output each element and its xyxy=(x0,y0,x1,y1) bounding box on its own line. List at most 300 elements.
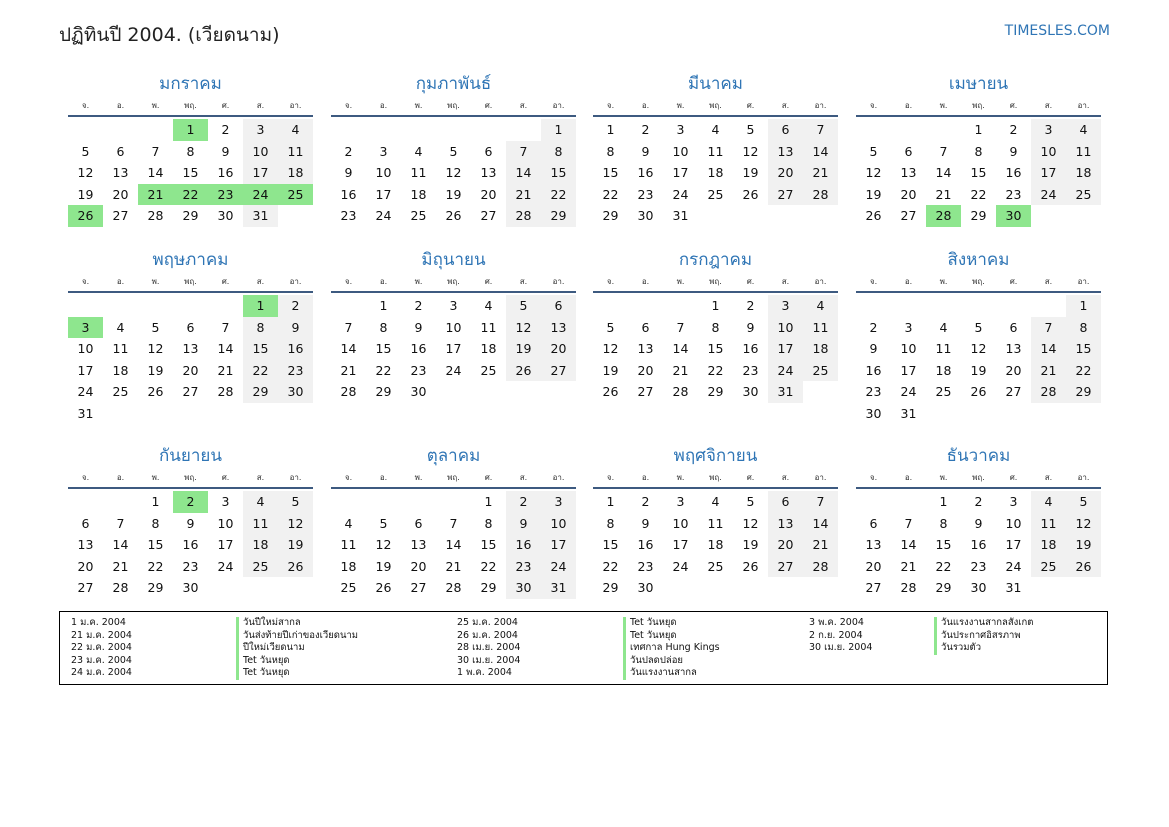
empty-cell xyxy=(1031,295,1066,317)
day-cell: 15 xyxy=(935,537,952,553)
day-cell: 12 xyxy=(506,317,541,339)
day-cell: 1 xyxy=(939,494,948,509)
day-cell: 5 xyxy=(151,319,160,335)
day-cell: 26 xyxy=(742,558,759,574)
day-cell: 19 xyxy=(970,362,987,378)
day-cell: 29 xyxy=(480,580,497,596)
weekday-header xyxy=(856,96,1101,117)
weekday-label: อ. xyxy=(116,101,125,110)
day-cell: 14 xyxy=(506,162,541,184)
holiday-day-cell: 2 xyxy=(173,491,208,513)
day-cell: 1 xyxy=(151,494,160,509)
day-cell: 30 xyxy=(217,208,234,224)
day-cell: 14 xyxy=(900,537,917,553)
month-calendar xyxy=(331,72,576,227)
holiday-name: วันรวมตัว xyxy=(934,642,1033,655)
month-calendar xyxy=(68,72,313,227)
day-cell: 28 xyxy=(803,556,838,578)
day-cell: 21 xyxy=(445,558,462,574)
day-cell: 8 xyxy=(186,143,195,159)
weekday-header xyxy=(593,468,838,489)
day-cell: 29 xyxy=(243,381,278,403)
day-cell: 3 xyxy=(221,494,230,509)
day-grid xyxy=(331,295,576,403)
day-cell: 4 xyxy=(711,494,720,509)
day-grid xyxy=(593,295,838,403)
day-cell: 28 xyxy=(340,384,357,400)
day-cell: 28 xyxy=(1031,381,1066,403)
day-cell: 14 xyxy=(803,513,838,535)
month-calendar xyxy=(593,248,838,403)
weekday-label: พฤ. xyxy=(972,473,985,482)
day-cell: 14 xyxy=(147,165,164,181)
day-cell: 19 xyxy=(1066,534,1101,556)
day-cell: 22 xyxy=(541,184,576,206)
brand-link[interactable]: TIMESLES.COM xyxy=(1004,23,1110,39)
day-cell: 21 xyxy=(803,162,838,184)
day-cell: 18 xyxy=(480,341,497,357)
month-name: เมษายน xyxy=(948,74,1009,94)
day-cell: 27 xyxy=(865,580,882,596)
day-cell: 21 xyxy=(112,558,129,574)
weekday-label: จ. xyxy=(606,277,615,286)
holiday-day-cell: 22 xyxy=(173,184,208,206)
day-cell: 13 xyxy=(77,537,94,553)
day-cell: 7 xyxy=(221,319,230,335)
day-cell: 24 xyxy=(1031,184,1066,206)
day-cell: 29 xyxy=(541,205,576,227)
legend-name-column xyxy=(934,617,1033,655)
day-cell: 20 xyxy=(112,186,129,202)
day-cell: 28 xyxy=(672,384,689,400)
empty-cell xyxy=(926,295,961,317)
day-cell: 13 xyxy=(768,141,803,163)
empty-cell xyxy=(366,119,401,141)
day-cell: 1 xyxy=(541,119,576,141)
weekday-header xyxy=(593,272,838,293)
day-cell: 27 xyxy=(480,208,497,224)
day-cell: 10 xyxy=(243,141,278,163)
holiday-day-cell: 30 xyxy=(996,205,1031,227)
empty-cell xyxy=(138,295,173,317)
weekday-label: พ. xyxy=(414,473,423,482)
day-cell: 27 xyxy=(1005,384,1022,400)
day-cell: 11 xyxy=(480,319,497,335)
day-cell: 13 xyxy=(900,165,917,181)
day-cell: 15 xyxy=(147,537,164,553)
holiday-date: 30 เม.ย. 2004 xyxy=(457,654,521,666)
day-cell: 9 xyxy=(278,317,313,339)
day-cell: 13 xyxy=(410,537,427,553)
weekday-label: ส. xyxy=(519,473,528,482)
weekday-label: พ. xyxy=(414,101,423,110)
day-cell: 11 xyxy=(1031,513,1066,535)
day-cell: 29 xyxy=(1066,381,1101,403)
day-cell: 12 xyxy=(602,341,619,357)
day-cell: 31 xyxy=(77,405,94,421)
day-cell: 3 xyxy=(768,295,803,317)
day-cell: 21 xyxy=(672,362,689,378)
day-cell: 11 xyxy=(278,141,313,163)
day-cell: 18 xyxy=(278,162,313,184)
weekday-label: จ. xyxy=(869,473,878,482)
day-cell: 4 xyxy=(116,319,125,335)
day-cell: 11 xyxy=(340,537,357,553)
day-cell: 12 xyxy=(445,165,462,181)
day-cell: 6 xyxy=(186,319,195,335)
day-cell: 20 xyxy=(1005,362,1022,378)
day-cell: 9 xyxy=(414,319,423,335)
weekday-label: ส. xyxy=(519,101,528,110)
day-cell: 25 xyxy=(112,384,129,400)
holiday-day-cell: 25 xyxy=(278,184,313,206)
day-cell: 24 xyxy=(672,186,689,202)
day-cell: 23 xyxy=(970,558,987,574)
day-cell: 19 xyxy=(278,534,313,556)
day-cell: 9 xyxy=(869,341,878,357)
day-cell: 28 xyxy=(803,184,838,206)
day-cell: 23 xyxy=(1005,186,1022,202)
weekday-label: พฤ. xyxy=(972,277,985,286)
day-cell: 11 xyxy=(803,317,838,339)
legend-date-column xyxy=(71,617,132,680)
day-cell: 13 xyxy=(182,341,199,357)
month-name: พฤษภาคม xyxy=(152,250,229,270)
weekday-header xyxy=(331,272,576,293)
day-cell: 10 xyxy=(768,317,803,339)
day-cell: 10 xyxy=(217,515,234,531)
weekday-label: พ. xyxy=(939,277,948,286)
day-cell: 2 xyxy=(746,298,755,313)
day-cell: 4 xyxy=(939,319,948,335)
weekday-label: อ. xyxy=(116,473,125,482)
day-cell: 8 xyxy=(379,319,388,335)
day-cell: 15 xyxy=(602,165,619,181)
day-cell: 18 xyxy=(707,537,724,553)
day-cell: 30 xyxy=(970,580,987,596)
day-cell: 1 xyxy=(711,298,720,313)
empty-cell xyxy=(103,295,138,317)
weekday-label: พฤ. xyxy=(447,277,460,286)
month-calendar xyxy=(593,72,838,227)
day-cell: 9 xyxy=(746,319,755,335)
day-cell: 19 xyxy=(742,537,759,553)
day-cell: 16 xyxy=(410,341,427,357)
weekday-label: ส. xyxy=(781,277,790,286)
day-cell: 12 xyxy=(147,341,164,357)
day-cell: 26 xyxy=(506,360,541,382)
day-cell: 7 xyxy=(344,319,353,335)
day-cell: 5 xyxy=(449,143,458,159)
day-cell: 29 xyxy=(147,580,164,596)
day-cell: 22 xyxy=(602,558,619,574)
day-cell: 22 xyxy=(707,362,724,378)
weekday-label: อา. xyxy=(814,101,827,110)
day-cell: 17 xyxy=(1005,537,1022,553)
day-cell: 23 xyxy=(742,362,759,378)
weekday-label: อา. xyxy=(814,277,827,286)
weekday-label: อ. xyxy=(379,473,388,482)
day-cell: 20 xyxy=(768,534,803,556)
weekday-label: อ. xyxy=(904,101,913,110)
weekday-label: อ. xyxy=(641,473,650,482)
empty-cell xyxy=(68,491,103,513)
day-cell: 14 xyxy=(217,341,234,357)
weekday-label: พฤ. xyxy=(447,473,460,482)
weekday-label: ศ. xyxy=(746,277,755,286)
month-name: กรกฎาคม xyxy=(678,250,753,270)
day-cell: 24 xyxy=(1005,558,1022,574)
day-cell: 18 xyxy=(1031,534,1066,556)
day-cell: 23 xyxy=(340,208,357,224)
weekday-label: จ. xyxy=(606,473,615,482)
day-cell: 10 xyxy=(541,513,576,535)
day-cell: 12 xyxy=(742,515,759,531)
day-cell: 16 xyxy=(865,362,882,378)
day-cell: 15 xyxy=(243,338,278,360)
month-name: พฤศจิกายน xyxy=(673,446,758,466)
empty-cell xyxy=(891,491,926,513)
weekday-label: ศ. xyxy=(221,473,230,482)
weekday-header xyxy=(593,96,838,117)
day-cell: 25 xyxy=(243,556,278,578)
month-calendar xyxy=(331,248,576,403)
day-cell: 8 xyxy=(243,317,278,339)
day-cell: 14 xyxy=(672,341,689,357)
day-cell: 1 xyxy=(1066,295,1101,317)
day-grid xyxy=(68,119,313,227)
day-cell: 19 xyxy=(742,165,759,181)
day-grid xyxy=(593,491,838,599)
empty-cell xyxy=(103,491,138,513)
day-cell: 5 xyxy=(974,319,983,335)
empty-cell xyxy=(506,119,541,141)
day-cell: 9 xyxy=(506,513,541,535)
month-name: ธันวาคม xyxy=(946,446,1011,466)
day-cell: 19 xyxy=(506,338,541,360)
day-cell: 17 xyxy=(1031,162,1066,184)
day-cell: 24 xyxy=(445,362,462,378)
holiday-day-cell: 26 xyxy=(68,205,103,227)
empty-cell xyxy=(891,119,926,141)
day-cell: 10 xyxy=(672,515,689,531)
day-cell: 11 xyxy=(410,165,427,181)
day-cell: 4 xyxy=(711,122,720,137)
day-cell: 18 xyxy=(935,362,952,378)
day-cell: 23 xyxy=(506,556,541,578)
day-cell: 15 xyxy=(602,537,619,553)
day-cell: 17 xyxy=(672,537,689,553)
day-cell: 23 xyxy=(182,558,199,574)
month-calendar xyxy=(856,444,1101,599)
day-cell: 2 xyxy=(641,122,650,137)
day-cell: 2 xyxy=(344,143,353,159)
day-cell: 6 xyxy=(768,119,803,141)
day-cell: 20 xyxy=(865,558,882,574)
day-cell: 4 xyxy=(344,515,353,531)
day-cell: 2 xyxy=(869,319,878,335)
weekday-header xyxy=(856,272,1101,293)
day-cell: 22 xyxy=(480,558,497,574)
day-cell: 31 xyxy=(900,405,917,421)
day-cell: 4 xyxy=(414,143,423,159)
day-cell: 5 xyxy=(606,319,615,335)
day-cell: 2 xyxy=(414,298,423,313)
holiday-name: Tet วันหยุด xyxy=(623,617,720,630)
weekday-label: พ. xyxy=(151,277,160,286)
day-cell: 9 xyxy=(186,515,195,531)
day-grid xyxy=(856,295,1101,425)
month-calendar xyxy=(68,248,313,425)
holiday-date: 3 พ.ค. 2004 xyxy=(809,617,864,628)
empty-cell xyxy=(926,119,961,141)
weekday-label: พฤ. xyxy=(184,101,197,110)
weekday-label: พ. xyxy=(151,473,160,482)
day-cell: 21 xyxy=(935,186,952,202)
holiday-date: 30 เม.ย. 2004 xyxy=(809,642,873,653)
weekday-label: พฤ. xyxy=(184,277,197,286)
day-cell: 7 xyxy=(449,515,458,531)
day-cell: 9 xyxy=(641,515,650,531)
day-cell: 22 xyxy=(147,558,164,574)
month-name: มกราคม xyxy=(159,74,222,94)
day-cell: 11 xyxy=(707,143,724,159)
day-cell: 24 xyxy=(768,360,803,382)
weekday-label: อ. xyxy=(116,277,125,286)
day-cell: 26 xyxy=(147,384,164,400)
day-cell: 17 xyxy=(77,362,94,378)
holiday-day-cell: 23 xyxy=(208,184,243,206)
empty-cell xyxy=(331,491,366,513)
day-cell: 12 xyxy=(742,143,759,159)
weekday-label: อา. xyxy=(289,277,302,286)
day-cell: 16 xyxy=(506,534,541,556)
day-cell: 30 xyxy=(637,208,654,224)
weekday-label: พฤ. xyxy=(709,101,722,110)
day-cell: 23 xyxy=(410,362,427,378)
day-cell: 24 xyxy=(77,384,94,400)
day-cell: 26 xyxy=(742,186,759,202)
day-cell: 29 xyxy=(602,208,619,224)
day-cell: 8 xyxy=(711,319,720,335)
holiday-date: 23 ม.ค. 2004 xyxy=(71,654,132,666)
month-name: สิงหาคม xyxy=(947,250,1010,270)
holiday-date: 1 ม.ค. 2004 xyxy=(71,617,126,628)
day-cell: 6 xyxy=(1009,319,1018,335)
holiday-day-cell: 3 xyxy=(68,317,103,339)
day-cell: 10 xyxy=(672,143,689,159)
weekday-header xyxy=(68,96,313,117)
day-cell: 10 xyxy=(900,341,917,357)
day-cell: 26 xyxy=(865,208,882,224)
legend-date-column xyxy=(457,617,520,680)
day-cell: 6 xyxy=(81,515,90,531)
day-cell: 29 xyxy=(935,580,952,596)
empty-cell xyxy=(961,295,996,317)
day-cell: 18 xyxy=(112,362,129,378)
day-cell: 31 xyxy=(768,381,803,403)
empty-cell xyxy=(366,491,401,513)
day-cell: 24 xyxy=(672,558,689,574)
day-cell: 8 xyxy=(939,515,948,531)
day-cell: 14 xyxy=(1031,338,1066,360)
month-calendar xyxy=(68,444,313,599)
day-cell: 28 xyxy=(217,384,234,400)
holiday-date: 1 พ.ค. 2004 xyxy=(457,667,512,678)
weekday-label: พฤ. xyxy=(972,101,985,110)
day-cell: 2 xyxy=(221,122,230,137)
month-name: กุมภาพันธ์ xyxy=(415,74,492,94)
day-cell: 2 xyxy=(278,295,313,317)
holiday-day-cell: 1 xyxy=(173,119,208,141)
day-grid xyxy=(856,491,1101,599)
weekday-label: ส. xyxy=(781,101,790,110)
weekday-label: ส. xyxy=(1044,101,1053,110)
day-cell: 27 xyxy=(768,184,803,206)
day-cell: 28 xyxy=(445,580,462,596)
empty-cell xyxy=(68,119,103,141)
day-cell: 3 xyxy=(379,143,388,159)
day-cell: 11 xyxy=(243,513,278,535)
day-cell: 31 xyxy=(243,205,278,227)
empty-cell xyxy=(628,295,663,317)
weekday-label: ส. xyxy=(519,277,528,286)
empty-cell xyxy=(68,295,103,317)
holiday-day-cell: 1 xyxy=(243,295,278,317)
day-cell: 12 xyxy=(278,513,313,535)
day-cell: 14 xyxy=(340,341,357,357)
weekday-label: อา. xyxy=(552,473,565,482)
day-cell: 3 xyxy=(449,298,458,313)
day-cell: 17 xyxy=(541,534,576,556)
day-cell: 1 xyxy=(606,494,615,509)
holiday-name: ปีใหม่เวียดนาม xyxy=(236,642,358,655)
empty-cell xyxy=(471,119,506,141)
day-cell: 18 xyxy=(803,338,838,360)
day-cell: 1 xyxy=(606,122,615,137)
day-cell: 8 xyxy=(484,515,493,531)
holiday-name: วันปีใหม่สากล xyxy=(236,617,358,630)
weekday-label: อ. xyxy=(904,473,913,482)
month-name: มิถุนายน xyxy=(421,250,486,270)
day-cell: 9 xyxy=(1009,143,1018,159)
month-calendar xyxy=(856,248,1101,425)
month-calendar xyxy=(593,444,838,599)
empty-cell xyxy=(663,295,698,317)
day-cell: 15 xyxy=(182,165,199,181)
day-cell: 20 xyxy=(541,338,576,360)
day-cell: 21 xyxy=(1031,360,1066,382)
day-cell: 10 xyxy=(1031,141,1066,163)
day-cell: 8 xyxy=(541,141,576,163)
weekday-label: ศ. xyxy=(1009,277,1018,286)
weekday-label: อ. xyxy=(641,277,650,286)
weekday-label: อา. xyxy=(552,101,565,110)
day-cell: 4 xyxy=(278,119,313,141)
day-cell: 22 xyxy=(602,186,619,202)
day-cell: 20 xyxy=(410,558,427,574)
day-cell: 11 xyxy=(707,515,724,531)
weekday-label: พฤ. xyxy=(447,101,460,110)
weekday-label: ส. xyxy=(1044,473,1053,482)
day-cell: 28 xyxy=(506,205,541,227)
day-cell: 6 xyxy=(484,143,493,159)
day-cell: 3 xyxy=(541,491,576,513)
day-cell: 22 xyxy=(1066,360,1101,382)
weekday-label: อา. xyxy=(1077,101,1090,110)
day-cell: 20 xyxy=(768,162,803,184)
day-cell: 29 xyxy=(182,208,199,224)
